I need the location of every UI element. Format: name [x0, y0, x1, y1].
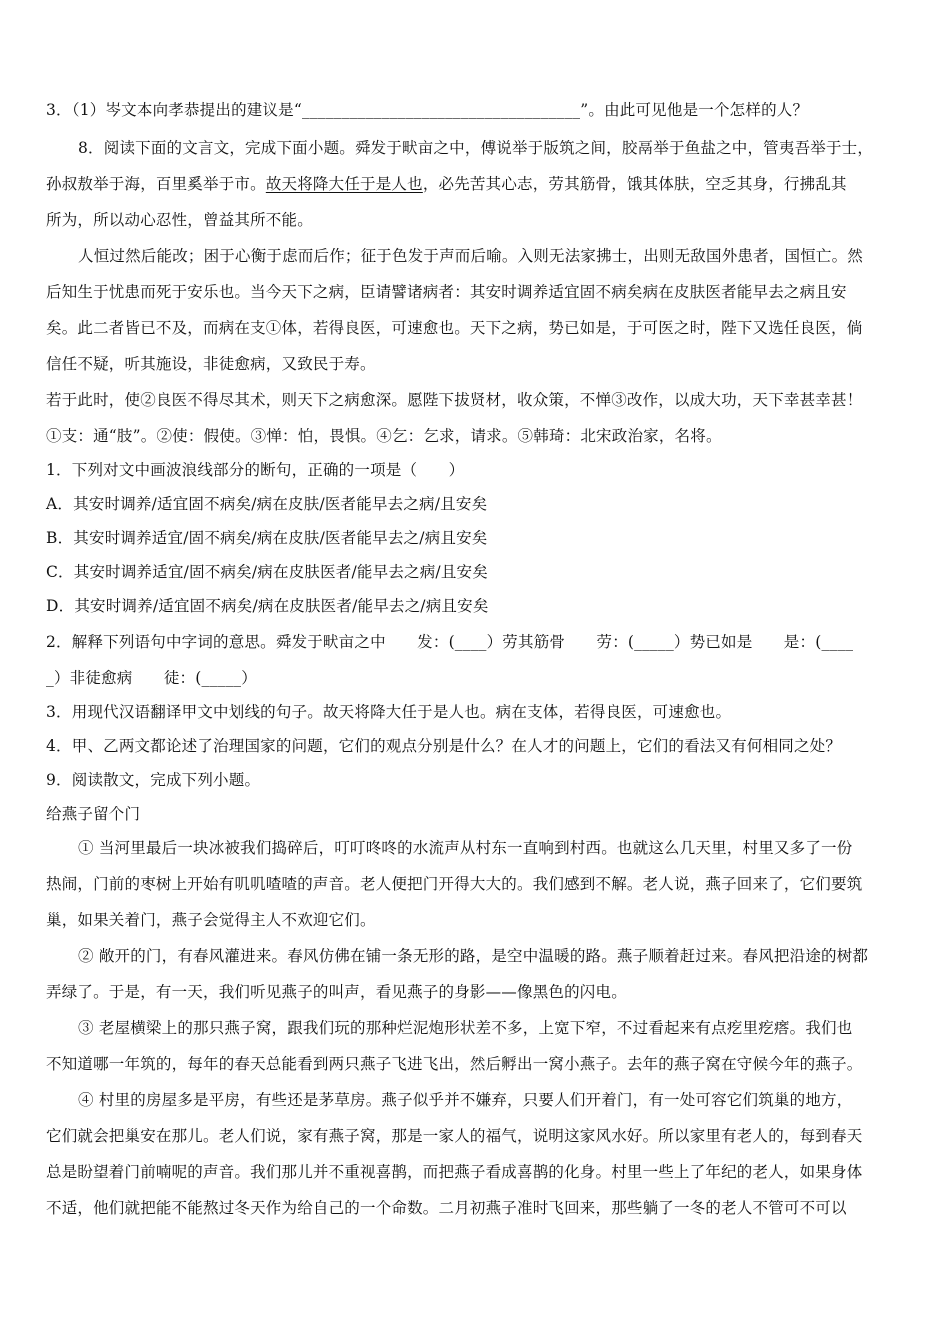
question-9: 9．阅读散文，完成下列小题。 — [46, 771, 261, 789]
essay-para-4-line-1: ④ 村里的房屋多是平房，有些还是茅草房。燕子似乎并不嫌弃，只要人们开着门，有一处可容它们筑巢的地方， — [78, 1091, 853, 1109]
essay-para-2-line-2: 弄绿了。于是，有一天，我们听见燕子的叫声，看见燕子的身影——像黑色的闪电。 — [46, 983, 627, 1001]
passage-a-line-4: 人恒过然后能改；困于心衡于虑而后作；征于色发于声而后喻。入则无法家拂士，出则无敌国外患者，国恒亡。然 — [78, 247, 864, 265]
essay-para-3-line-2: 不知道哪一年筑的，每年的春天总能看到两只燕子飞进飞出，然后孵出一窝小燕子。去年的燕子窝在守候今年的燕子。 — [46, 1055, 863, 1073]
footnotes: ①支：通“肢”。②使：假使。③惮：怕，畏惧。④乞：乞求，请求。⑤韩琦：北宋政治家，名将。 — [46, 427, 722, 445]
passage-a-line-3: 所为，所以动心忍性，曾益其所不能。 — [46, 211, 313, 229]
essay-para-3-line-1: ③ 老屋横梁上的那只燕子窝，跟我们玩的那种烂泥炮形状差不多，上宽下窄，不过看起来有点疙里疙瘩。我们也 — [78, 1019, 853, 1037]
option-c: C．其安时调养适宜/固不病矣/病在皮肤医者/能早去之病/且安矣 — [46, 563, 488, 581]
sub-question-2-cont: _）非徒愈病 徒：(_____） — [46, 669, 257, 687]
essay-para-1-line-2: 热闹，门前的枣树上开始有叽叽喳喳的声音。老人便把门开得大大的。我们感到不解。老人说，燕子回来了，它们要筑 — [46, 875, 863, 893]
passage-text: 孙叔敖举于海，百里奚举于市。 — [46, 175, 266, 193]
essay-para-4-line-2: 它们就会把巢安在那儿。老人们说，家有燕子窝，那是一家人的福气，说明这家风水好。所以家里有老人的，每到春天 — [46, 1127, 863, 1145]
passage-b-line-2: 矣。此二者皆已不及，而病在支①体，若得良医，可速愈也。天下之病，势已如是，于可医之时，陛下又选任良医，倘 — [46, 319, 863, 337]
essay-para-1-line-3: 巢，如果关着门，燕子会觉得主人不欢迎它们。 — [46, 911, 376, 929]
essay-para-1-line-1: ① 当河里最后一块冰被我们捣碎后，叮叮咚咚的水流声从村东一直响到村西。也就这么几天里，村里又多了一份 — [78, 839, 853, 857]
passage-b-line-3: 信任不疑，听其施设，非徒愈病，又致民于寿。 — [46, 355, 376, 373]
passage-b-line-4: 若于此时，使②良医不得尽其术，则天下之病愈深。愿陛下拔贤材，收众策，不惮③改作，以成大功，天下幸甚幸甚！ — [46, 391, 863, 409]
essay-para-4-line-3: 总是盼望着门前喃呢的声音。我们那儿并不重视喜鹊，而把燕子看成喜鹊的化身。村里一些上了年纪的老人，如果身体 — [46, 1163, 863, 1181]
passage-b-line-1: 后知生于忧患而死于安乐也。当今天下之病，臣请譬诸病者：其安时调养适宜固不病矣病在皮肤医者能早去之病且安 — [46, 283, 847, 301]
option-a: A．其安时调养/适宜固不病矣/病在皮肤/医者能早去之病/且安矣 — [46, 495, 488, 513]
question-8-line: 8．阅读下面的文言文，完成下面小题。舜发于畎亩之中，傅说举于版筑之间，胶鬲举于鱼盐之中，管夷吾举于士， — [78, 139, 874, 157]
sub-question-4: 4．甲、乙两文都论述了治理国家的问题，它们的观点分别是什么？在人才的问题上，它们的看法又有何相同之处？ — [46, 737, 842, 755]
essay-title: 给燕子留个门 — [46, 805, 141, 823]
passage-text: ，必先苦其心志，劳其筋骨，饿其体肤，空乏其身，行拂乱其 — [422, 175, 847, 193]
essay-para-4-line-4: 不适，他们就把能不能熬过冬天作为给自己的一个命数。二月初燕子准时飞回来，那些躺了一冬的老人不管可不可以 — [46, 1199, 847, 1217]
option-b: B．其安时调养适宜/固不病矣/病在皮肤/医者能早去之/病且安矣 — [46, 529, 488, 547]
essay-para-2-line-1: ② 敞开的门，有春风灌进来。春风仿佛在铺一条无形的路，是空中温暖的路。燕子顺着赶过来。春风把沿途的树都 — [78, 947, 869, 965]
sub-question-2: 2．解释下列语句中字词的意思。舜发于畎亩之中 发：(____）劳其筋骨 劳：(_____）势已如是 是：(____ — [46, 633, 854, 651]
underlined-sentence: 故天将降大任于是人也 — [265, 175, 423, 193]
sub-question-1: 1．下列对文中画波浪线部分的断句，正确的一项是（ ） — [46, 461, 465, 479]
passage-a-line-2 — [46, 174, 906, 194]
option-d: D．其安时调养/适宜固不病矣/病在皮肤医者/能早去之/病且安矣 — [46, 597, 489, 615]
sub-question-3: 3．用现代汉语翻译甲文中划线的句子。故天将降大任于是人也。病在支体，若得良医，可速愈也。 — [46, 703, 732, 721]
question-3-line: 3．（1）岑文本向孝恭提出的建议是“___________________________________”。由此可见他是一个怎样的人？ — [46, 101, 809, 119]
